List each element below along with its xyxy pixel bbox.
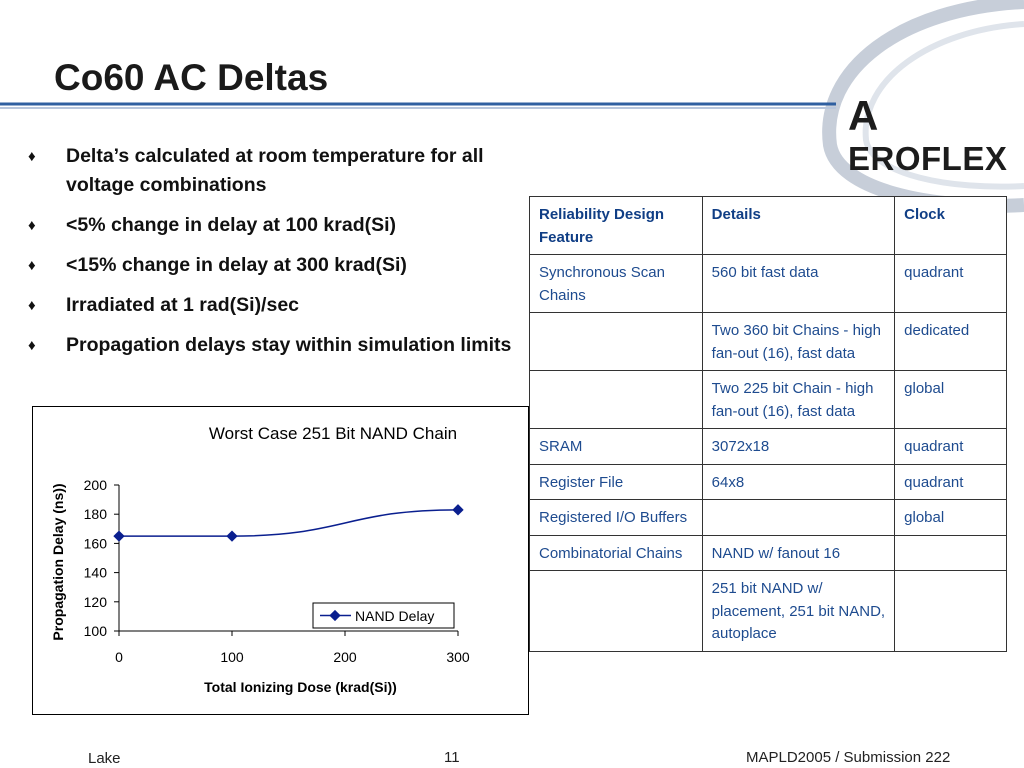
cell-details: Two 225 bit Chain - high fan-out (16), fast data [702, 371, 894, 429]
header-clock: Clock [895, 197, 1007, 255]
y-tick-label: 200 [83, 477, 107, 493]
footer-page-number: 11 [444, 749, 460, 766]
cell-details: 560 bit fast data [702, 255, 894, 313]
aeroflex-logo [848, 92, 1024, 178]
y-tick-label: 140 [83, 564, 107, 581]
cell-feature [530, 371, 703, 429]
cell-details: Two 360 bit Chains - high fan-out (16), fast data [702, 313, 894, 371]
bullet-text: Delta’s calculated at room temperature for all voltage combinations [66, 145, 484, 196]
cell-feature: Combinatorial Chains [530, 535, 703, 571]
chart-canvas [33, 407, 527, 713]
x-tick-label: 200 [333, 649, 357, 665]
y-tick-label: 120 [83, 593, 107, 610]
table-row [530, 371, 1007, 429]
cell-details: NAND w/ fanout 16 [702, 535, 894, 571]
nand-chain-chart [32, 406, 529, 715]
cell-clock: dedicated [895, 313, 1007, 371]
bullet-item [28, 291, 548, 320]
table-row [530, 255, 1007, 313]
logo-mark: A [848, 92, 879, 139]
cell-clock [895, 535, 1007, 571]
header-details: Details [702, 197, 894, 255]
cell-feature [530, 571, 703, 652]
chart-title: Worst Case 251 Bit NAND Chain [208, 424, 458, 443]
diamond-bullet-icon: ♦ [28, 257, 36, 274]
cell-feature: Register File [530, 464, 703, 500]
y-tick-label: 100 [83, 623, 107, 639]
x-tick-label: 0 [115, 649, 123, 665]
cell-clock: global [895, 500, 1007, 536]
bullet-text: <15% change in delay at 300 krad(Si) [66, 254, 407, 276]
cell-feature [530, 313, 703, 371]
cell-feature: SRAM [530, 429, 703, 465]
bullet-text: Propagation delays stay within simulation limits [66, 334, 512, 356]
x-tick-label: 100 [220, 649, 244, 665]
reliability-table [529, 196, 1007, 652]
x-axis-label: Total Ionizing Dose (krad(Si)) [204, 679, 397, 695]
cell-clock: quadrant [895, 255, 1007, 313]
logo-text: EROFLEX [848, 140, 1008, 177]
slide-title: Co60 AC Deltas [54, 57, 329, 98]
series-line-nand-delay [119, 510, 458, 536]
y-axis-label: Propagation Delay (ns)) [50, 483, 66, 641]
cell-details [702, 500, 894, 536]
table-row [530, 535, 1007, 571]
cell-clock: global [895, 371, 1007, 429]
x-tick-label: 300 [446, 649, 470, 665]
table-row [530, 500, 1007, 536]
header-feature: Reliability Design Feature [530, 197, 703, 255]
diamond-bullet-icon: ♦ [28, 148, 36, 165]
diamond-bullet-icon: ♦ [28, 297, 36, 314]
bullet-item [28, 211, 548, 240]
table-row [530, 429, 1007, 465]
data-point-marker [226, 530, 237, 541]
cell-clock [895, 571, 1007, 652]
data-point-marker [113, 530, 124, 541]
y-tick-label: 160 [83, 535, 107, 552]
table-row [530, 571, 1007, 652]
bullet-text: <5% change in delay at 100 krad(Si) [66, 214, 397, 236]
table-row [530, 464, 1007, 500]
cell-clock: quadrant [895, 464, 1007, 500]
bullet-item [28, 251, 548, 280]
bullet-text: Irradiated at 1 rad(Si)/sec [66, 294, 300, 316]
legend-label: NAND Delay [355, 608, 435, 624]
bullet-item [28, 331, 548, 360]
cell-clock: quadrant [895, 429, 1007, 465]
table-row [530, 313, 1007, 371]
bullet-list [28, 142, 548, 371]
cell-feature: Registered I/O Buffers [530, 500, 703, 536]
bullet-item [28, 142, 548, 200]
table-header-row [530, 197, 1007, 255]
cell-details: 64x8 [702, 464, 894, 500]
data-point-marker [452, 504, 463, 515]
diamond-bullet-icon: ♦ [28, 217, 36, 234]
y-tick-label: 180 [83, 506, 107, 523]
footer-author: Lake [88, 750, 121, 767]
cell-details: 251 bit NAND w/ placement, 251 bit NAND, autoplace [702, 571, 894, 652]
cell-details: 3072x18 [702, 429, 894, 465]
footer-conference: MAPLD2005 / Submission 222 [746, 749, 951, 766]
diamond-bullet-icon: ♦ [28, 337, 36, 354]
cell-feature: Synchronous Scan Chains [530, 255, 703, 313]
